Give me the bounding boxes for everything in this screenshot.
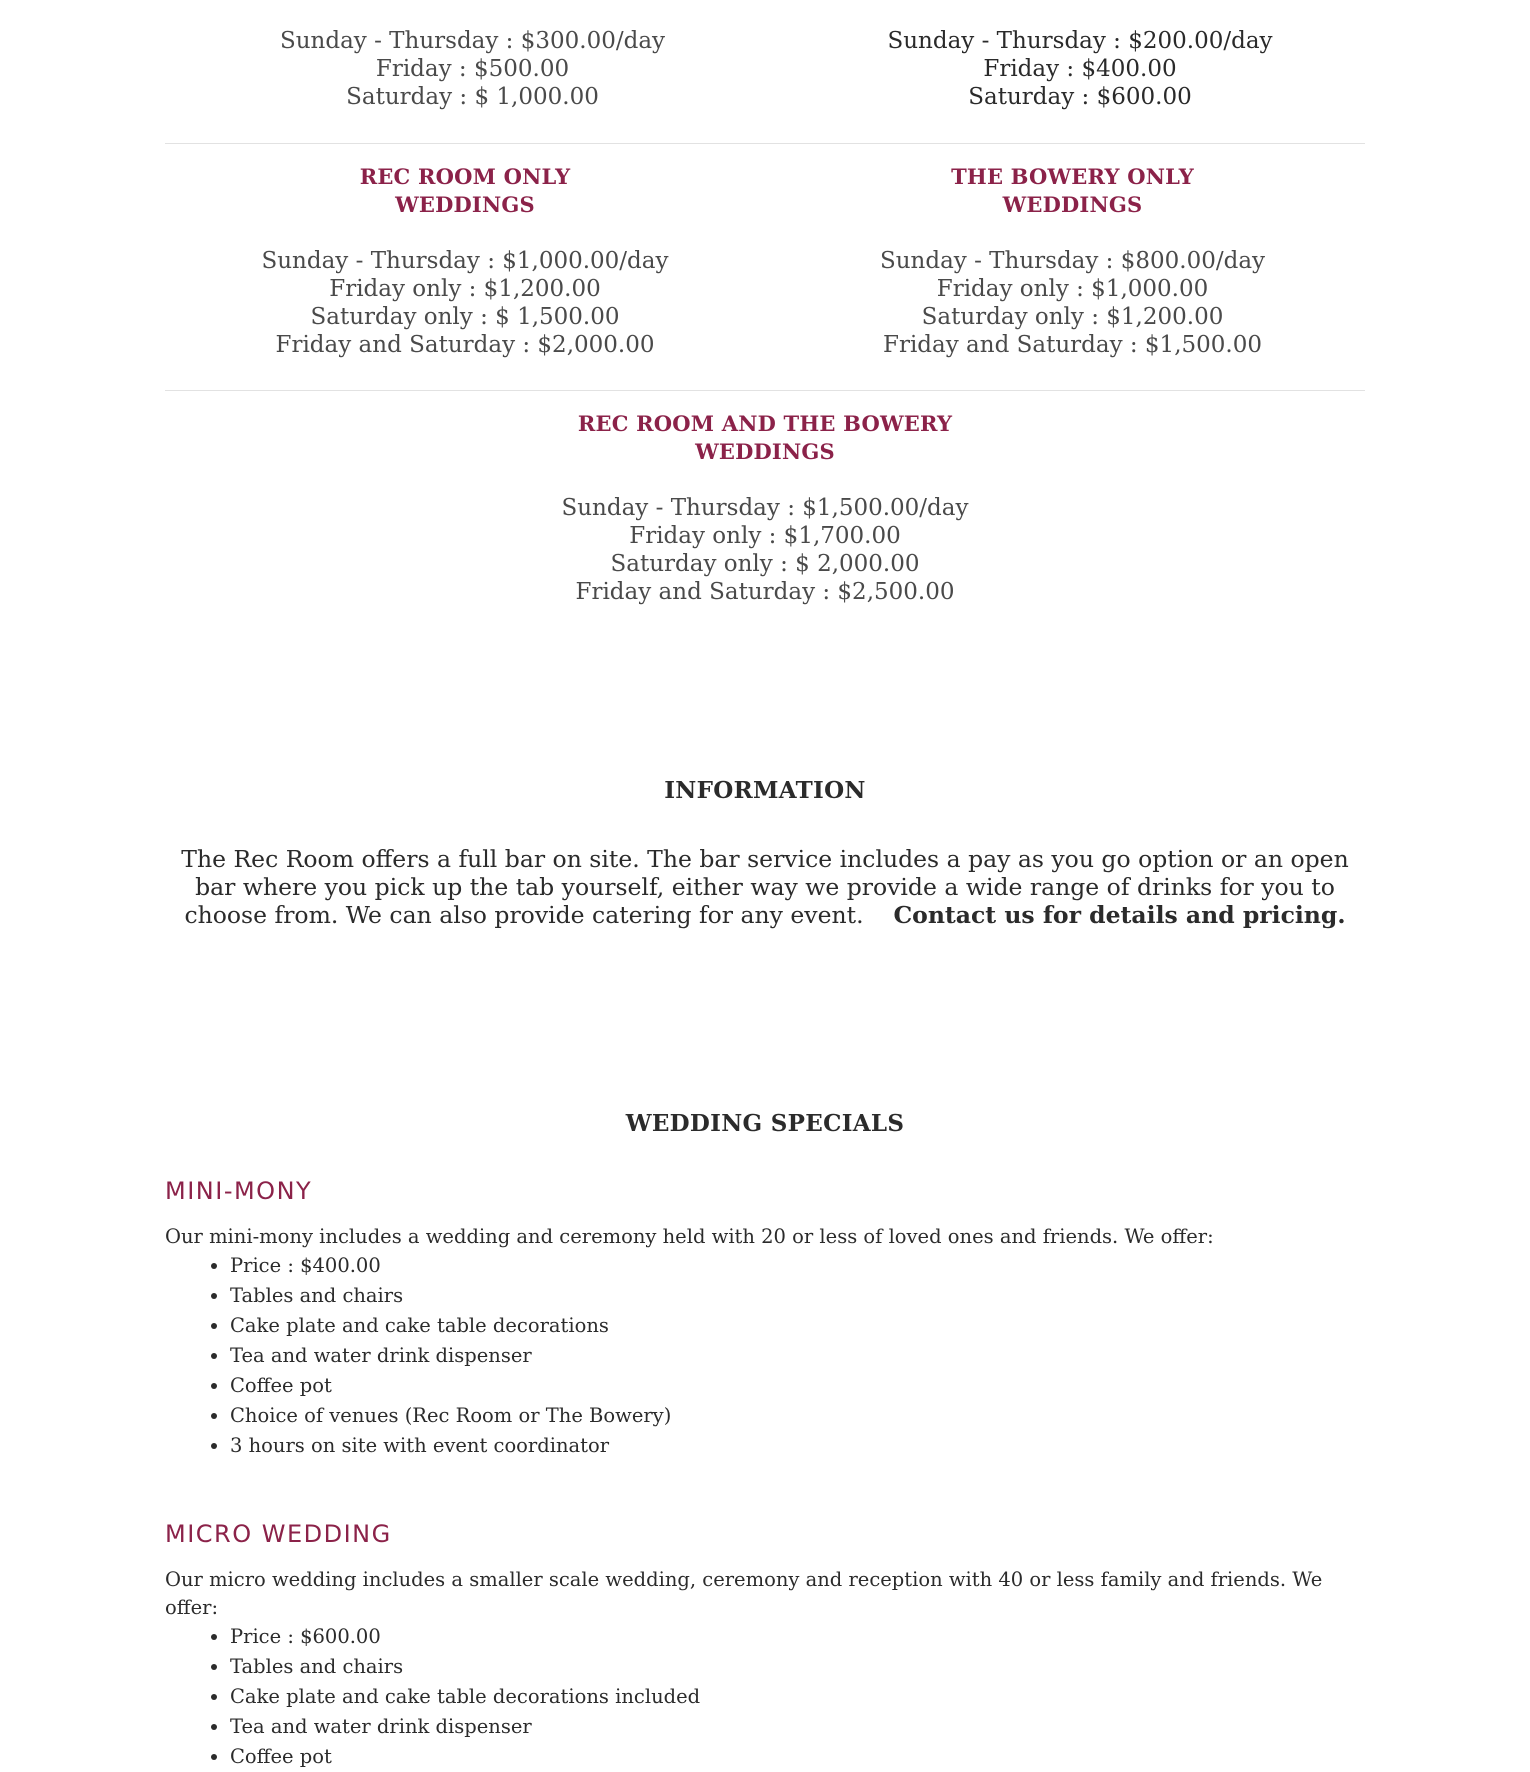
top-prices-right xyxy=(765,27,1365,111)
bowery-weddings-subtitle: WEDDINGS xyxy=(1002,192,1143,217)
list-item: • Price : $400.00 xyxy=(230,1251,1365,1281)
information-text: The Rec Room offers a full bar on site. The bar service includes a pay as you go option or an open bar where you pick up the tab yourself, either way we provide a wide range of drinks for you to choose from. We can also provide catering for any event. xyxy=(181,845,1349,929)
rec-room-weddings-title: REC ROOM ONLY xyxy=(359,164,571,189)
list-item: • Choice of venues (Rec Room or The Bowery) xyxy=(230,1401,1365,1431)
price-line: Friday : $400.00 xyxy=(983,56,1177,82)
price-line: Saturday only : $ 1,500.00 xyxy=(310,304,620,330)
price-line: Sunday - Thursday : $1,000.00/day xyxy=(261,248,669,274)
mini-mony-description: Our mini-mony includes a wedding and ceremony held with 20 or less of loved ones and friends. We offer: xyxy=(165,1225,1214,1248)
combined-weddings xyxy=(165,410,1365,606)
list-item: • Coffee pot xyxy=(230,1371,1365,1401)
information-body xyxy=(165,845,1365,929)
rec-room-weddings xyxy=(165,163,765,359)
rec-room-weddings-subtitle: WEDDINGS xyxy=(395,192,535,217)
information-title: INFORMATION xyxy=(664,777,866,804)
micro-wedding-list xyxy=(165,1622,1365,1772)
price-line: Friday and Saturday : $2,000.00 xyxy=(275,332,655,358)
top-prices-left xyxy=(165,27,765,111)
top-prices-row xyxy=(165,27,1365,111)
price-line: Saturday only : $1,200.00 xyxy=(921,304,1224,330)
micro-wedding-title: MICRO WEDDING xyxy=(165,1520,392,1548)
price-line: Friday only : $1,700.00 xyxy=(629,523,901,549)
list-item: • Coffee pot xyxy=(230,1742,1365,1772)
list-item: • 3 hours on site with event coordinator xyxy=(230,1431,1365,1461)
mini-mony-title: MINI-MONY xyxy=(165,1177,313,1205)
divider xyxy=(165,390,1365,391)
wedding-specials-title: WEDDING SPECIALS xyxy=(625,1110,905,1137)
mini-mony-section xyxy=(165,1177,1365,1461)
contact-cta: Contact us for details and pricing. xyxy=(893,901,1346,929)
micro-wedding-section xyxy=(165,1520,1365,1772)
list-item: • Cake plate and cake table decorations xyxy=(230,1311,1365,1341)
price-line: Friday and Saturday : $2,500.00 xyxy=(575,579,955,605)
list-item: • Price : $600.00 xyxy=(230,1622,1365,1652)
divider xyxy=(165,143,1365,144)
price-line: Saturday only : $ 2,000.00 xyxy=(610,551,920,577)
list-item: • Tea and water drink dispenser xyxy=(230,1341,1365,1371)
price-line: Friday : $500.00 xyxy=(375,56,570,82)
combined-weddings-subtitle: WEDDINGS xyxy=(695,439,835,464)
list-item: • Cake plate and cake table decorations included xyxy=(230,1682,1365,1712)
price-line: Friday only : $1,000.00 xyxy=(936,276,1209,302)
list-item: • Tea and water drink dispenser xyxy=(230,1712,1365,1742)
mini-mony-list xyxy=(165,1251,1365,1461)
price-line: Sunday - Thursday : $1,500.00/day xyxy=(561,495,969,521)
bowery-weddings xyxy=(765,163,1365,359)
price-line: Friday only : $1,200.00 xyxy=(329,276,601,302)
combined-weddings-title: REC ROOM AND THE BOWERY xyxy=(577,411,953,436)
list-item: • Tables and chairs xyxy=(230,1281,1365,1311)
price-line: Sunday - Thursday : $800.00/day xyxy=(879,248,1266,274)
price-line: Sunday - Thursday : $200.00/day xyxy=(887,28,1273,54)
price-line: Friday and Saturday : $1,500.00 xyxy=(883,332,1262,358)
micro-wedding-description: Our micro wedding includes a smaller scale wedding, ceremony and reception with 40 or less family and friends. We offer: xyxy=(165,1568,1323,1619)
price-line: Saturday : $ 1,000.00 xyxy=(346,84,599,110)
bowery-weddings-title: THE BOWERY ONLY xyxy=(951,164,1194,189)
price-line: Saturday : $600.00 xyxy=(968,84,1192,110)
price-line: Sunday - Thursday : $300.00/day xyxy=(279,28,666,54)
list-item: • Tables and chairs xyxy=(230,1652,1365,1682)
weddings-row xyxy=(165,163,1365,359)
